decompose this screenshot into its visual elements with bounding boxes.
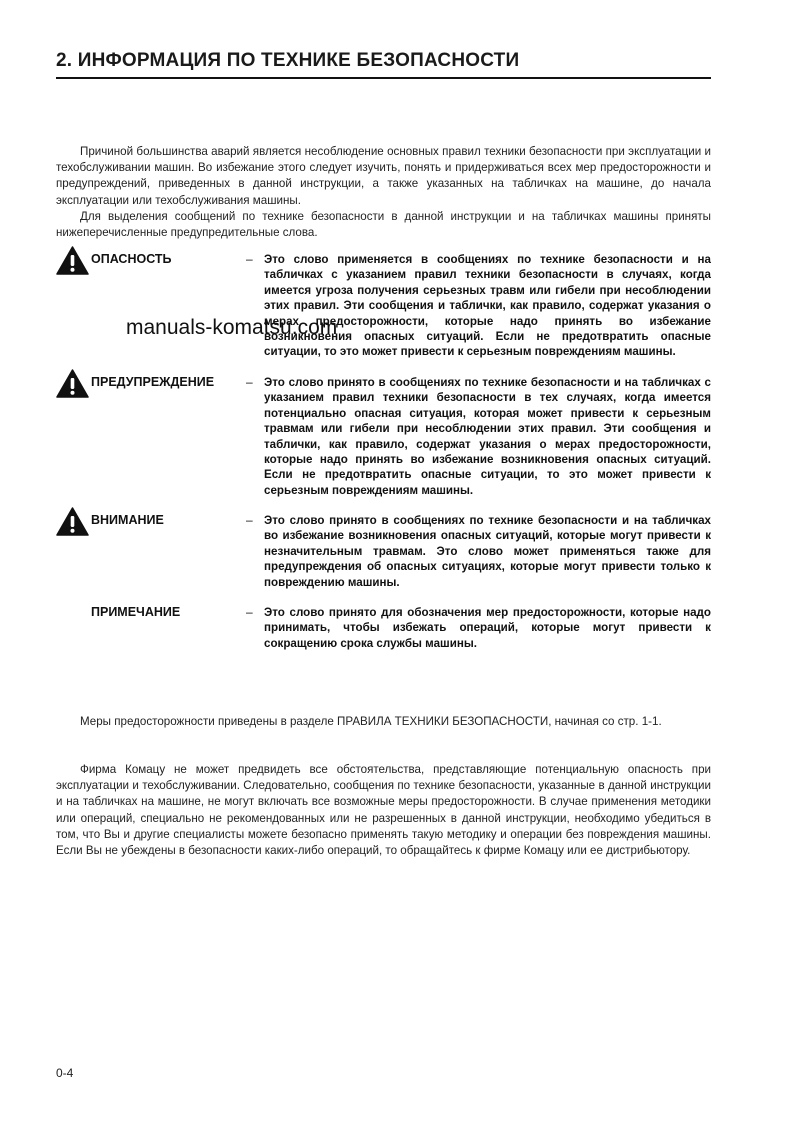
signal-word-label: ПРЕДУПРЕЖДЕНИЕ — [91, 375, 215, 389]
warning-triangle-icon — [56, 246, 89, 275]
intro-paragraph-2: Для выделения сообщений по технике безопасности в данной инструкции и на табличках машины приняты нижеперечисленные предупредительные слова. — [56, 209, 711, 240]
signal-word-caution — [56, 513, 711, 603]
signal-word-description: Это слово применяется в сообщениях по технике безопасности и на табличках с указанием правил техники безопасности в случаях, когда имеется угроза получения серьезных травм или гибели при несоблюдении этих правил. Эти сообщения и таблички, как правило, содержат указания о мерах предосторожности, которые надо принять во избежание возникновения опасных ситуаций. Если не предотвратить опасные ситуации, то это может привести к серьезным повреждениям машины. — [264, 253, 711, 359]
signal-word-description: Это слово принято в сообщениях по технике безопасности и на табличках с указанием правил техники безопасности в тех случаях, когда имеется потенциально опасная ситуация, которая может привести к серьезным травмам или гибели при несоблюдении этих правил. Эти сообщения и таблички, как правило, содержат указания о мерах предосторожности, которые надо принять во избежание возникновения опасных ситуаций. Если не предотвратить опасные ситуации, то это может привести к серьезным повреждениям машины. — [264, 376, 711, 497]
signal-word-dash: – — [246, 375, 253, 389]
signal-word-dash: – — [246, 605, 253, 619]
signal-word-dash: – — [246, 252, 253, 266]
signal-word-description: Это слово принято в сообщениях по технике безопасности и на табличках во избежание возникновения опасных ситуаций, которые могут привести к незначительным травмам. Это слово может применяться также для предупреждения об опасных ситуациях, которые могут привести только к повреждению машины. — [264, 514, 711, 589]
signal-word-warning — [56, 375, 711, 497]
intro-section — [56, 144, 711, 241]
signal-word-label: ПРИМЕЧАНИЕ — [91, 605, 181, 619]
signal-word-label: ВНИМАНИЕ — [91, 513, 164, 527]
page-title: 2. ИНФОРМАЦИЯ ПО ТЕХНИКЕ БЕЗОПАСНОСТИ — [56, 50, 520, 71]
signal-word-label: ОПАСНОСТЬ — [91, 252, 172, 266]
body-paragraph-3: Меры предосторожности приведены в разделе ПРАВИЛА ТЕХНИКИ БЕЗОПАСНОСТИ, начиная со стр. 1-1. — [80, 715, 662, 728]
intro-paragraph-1: Причиной большинства аварий является несоблюдение основных правил техники безопасности при эксплуатации и техобслуживании машин. Во избежание этого следует изучить, понять и придерживаться всех мер предосторожности и предупреждений, приведенных в данной инструкции, а также указанных на табличках на машине, до начала эксплуатации или техобслуживания машины. — [56, 145, 711, 207]
title-divider — [56, 77, 711, 79]
signal-word-note — [56, 605, 711, 695]
warning-triangle-icon — [56, 369, 89, 398]
warning-triangle-icon — [56, 507, 89, 536]
signal-word-dash: – — [246, 513, 253, 527]
signal-word-description: Это слово принято для обозначения мер предосторожности, которые надо принимать, чтобы избежать операций, которые могут привести к сокращению срока службы машины. — [264, 606, 711, 650]
page-number: 0-4 — [56, 1066, 74, 1080]
reference-paragraph — [56, 714, 711, 730]
body-paragraph-4: Фирма Комацу не может предвидеть все обстоятельства, представляющие потенциальную опасность при эксплуатации и техобслуживании. Следовательно, сообщения по технике безопасности, указанные в данной инструкции и на табличках на машине, не могут включать все возможные меры предосторожности. В случае применения методики или операций, специально не рекомендованных или не разрешенных в данной инструкции, необходимо убедиться в том, что Вы и другие специалисты можете безопасно применять такую методику и операции без повреждения машины. Если Вы не убеждены в безопасности каких-либо операций, то обращайтесь к фирме Комацу или ее дистрибьютору. — [56, 763, 711, 858]
watermark: manuals-komatsu.com — [126, 316, 338, 339]
disclaimer-paragraph — [56, 762, 711, 859]
